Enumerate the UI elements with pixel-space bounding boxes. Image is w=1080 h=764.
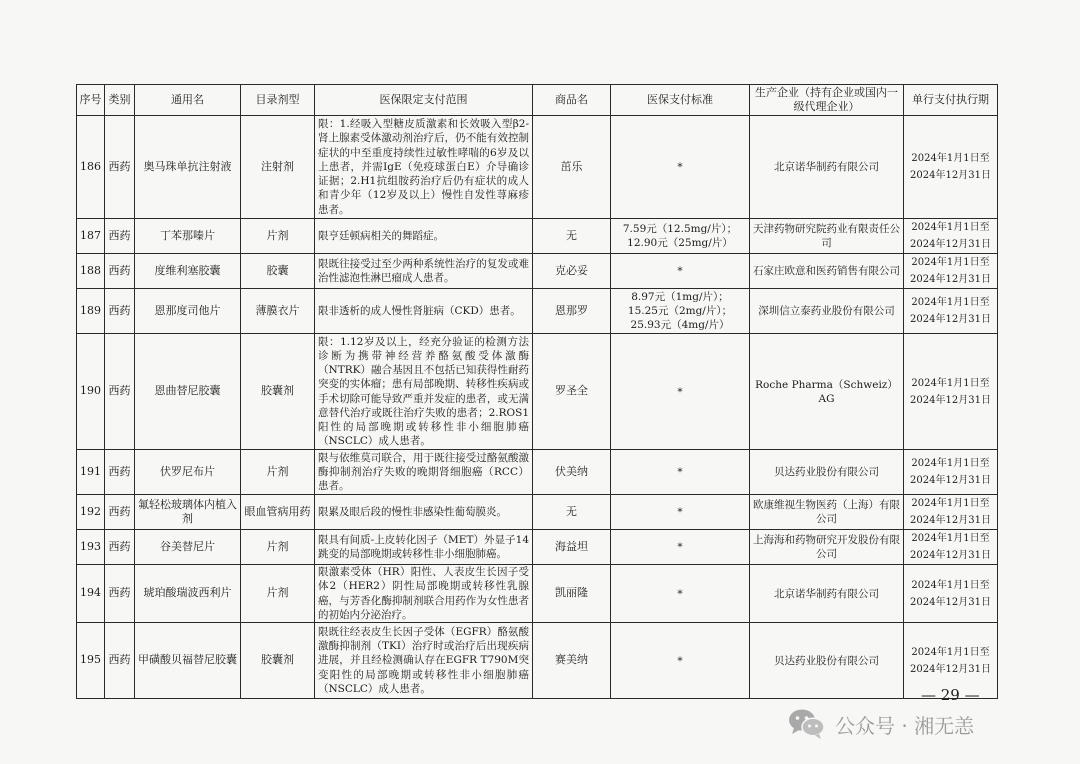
category-cell: 西药 xyxy=(105,116,135,219)
dosage-form-cell: 薄膜衣片 xyxy=(241,289,315,334)
payment-standard-line: * xyxy=(677,541,683,553)
generic-name-cell: 奥马珠单抗注射液 xyxy=(135,116,241,219)
serial-number-cell: 194 xyxy=(77,565,105,623)
generic-name-cell: 丁苯那嗪片 xyxy=(135,219,241,254)
serial-number-cell: 190 xyxy=(77,334,105,450)
category-cell: 西药 xyxy=(105,254,135,289)
manufacturer-cell: 深圳信立泰药业股份有限公司 xyxy=(750,289,904,334)
table-row xyxy=(77,495,998,530)
payment-standard-line: 15.25元（2mg/片）； xyxy=(627,305,733,317)
manufacturer-cell: 贝达药业股份有限公司 xyxy=(750,450,904,495)
execution-period-line: 2024年1月1日至 xyxy=(911,498,990,509)
category-cell: 西药 xyxy=(105,495,135,530)
manufacturer-cell: 上海海和药物研究开发股份有限公司 xyxy=(750,530,904,565)
execution-period-cell xyxy=(904,219,998,254)
dosage-form-cell: 眼血管病用药 xyxy=(241,495,315,530)
payment-standard-cell xyxy=(611,530,750,565)
manufacturer-cell: 贝达药业股份有限公司 xyxy=(750,623,904,699)
payment-standard-cell xyxy=(611,623,750,699)
dosage-form-cell: 注射剂 xyxy=(241,116,315,219)
trade-name-cell: 伏美纳 xyxy=(533,450,611,495)
category-cell: 西药 xyxy=(105,334,135,450)
trade-name-cell: 茁乐 xyxy=(533,116,611,219)
category-cell: 西药 xyxy=(105,565,135,623)
execution-period-line: 2024年1月1日至 xyxy=(911,533,990,544)
manufacturer-cell: Roche Pharma（Schweiz）AG xyxy=(750,334,904,450)
table-body xyxy=(77,116,998,699)
payment-standard-cell xyxy=(611,450,750,495)
trade-name-cell: 无 xyxy=(533,495,611,530)
serial-number-cell: 191 xyxy=(77,450,105,495)
watermark xyxy=(787,707,974,741)
dosage-form-cell: 胶囊 xyxy=(241,254,315,289)
serial-number-cell: 186 xyxy=(77,116,105,219)
execution-period-line: 2024年12月31日 xyxy=(910,663,991,675)
serial-number-cell: 193 xyxy=(77,530,105,565)
wechat-icon xyxy=(787,707,827,741)
manufacturer-cell: 北京诺华制药有限公司 xyxy=(750,116,904,219)
dosage-form-cell: 片剂 xyxy=(241,565,315,623)
table-row xyxy=(77,116,998,219)
execution-period-line: 2024年12月31日 xyxy=(910,170,991,181)
payment-standard-cell xyxy=(611,495,750,530)
manufacturer-cell: 北京诺华制药有限公司 xyxy=(750,565,904,623)
header-category: 类别 xyxy=(105,85,135,116)
manufacturer-cell: 欧康维视生物医药（上海）有限公司 xyxy=(750,495,904,530)
execution-period-cell xyxy=(904,254,998,289)
coverage-scope-cell: 限亨廷顿病相关的舞蹈症。 xyxy=(315,219,533,254)
category-cell: 西药 xyxy=(105,450,135,495)
table-row xyxy=(77,530,998,565)
trade-name-cell: 凯丽隆 xyxy=(533,565,611,623)
category-cell: 西药 xyxy=(105,623,135,699)
manufacturer-cell: 石家庄欧意和医药销售有限公司 xyxy=(750,254,904,289)
trade-name-cell: 赛美纳 xyxy=(533,623,611,699)
generic-name-cell: 恩那度司他片 xyxy=(135,289,241,334)
execution-period-cell xyxy=(904,289,998,334)
payment-standard-line: * xyxy=(677,654,683,667)
payment-standard-cell xyxy=(611,289,750,334)
payment-standard-line: * xyxy=(677,506,683,518)
execution-period-line: 2024年1月1日至 xyxy=(911,646,990,658)
payment-standard-line: 12.90元（25mg/片） xyxy=(627,237,733,249)
execution-period-line: 2024年1月1日至 xyxy=(911,153,990,164)
payment-standard-line: 7.59元（12.5mg/片）； xyxy=(622,223,738,235)
header-payment-standard: 医保支付标准 xyxy=(611,85,750,116)
generic-name-cell: 恩曲替尼胶囊 xyxy=(135,334,241,450)
execution-period-cell xyxy=(904,530,998,565)
trade-name-cell: 罗圣全 xyxy=(533,334,611,450)
coverage-scope-cell: 限既往经表皮生长因子受体（EGFR）酪氨酸激酶抑制剂（TKI）治疗时或治疗后出现疾病进展，并且经检测确认存在EGFR T790M突变阳性的局部晚期或转移性非小细胞肺癌（NSCLC）成人患者。 xyxy=(315,623,533,699)
table-row xyxy=(77,565,998,623)
trade-name-cell: 恩那罗 xyxy=(533,289,611,334)
execution-period-line: 2024年1月1日至 xyxy=(911,377,990,389)
payment-standard-line: * xyxy=(677,161,683,173)
payment-standard-cell xyxy=(611,219,750,254)
coverage-scope-cell: 限具有间质-上皮转化因子（MET）外显子14跳变的局部晚期或转移性非小细胞肺癌。 xyxy=(315,530,533,565)
table-row xyxy=(77,334,998,450)
execution-period-line: 2024年1月1日至 xyxy=(911,579,990,591)
category-cell: 西药 xyxy=(105,289,135,334)
header-manufacturer: 生产企业（持有企业或国内一级代理企业） xyxy=(750,85,904,116)
page-number: — 29 — xyxy=(921,686,980,704)
table-row xyxy=(77,623,998,699)
dosage-form-cell: 胶囊剂 xyxy=(241,334,315,450)
generic-name-cell: 琥珀酸瑞波西利片 xyxy=(135,565,241,623)
execution-period-cell xyxy=(904,334,998,450)
header-trade-name: 商品名 xyxy=(533,85,611,116)
payment-standard-cell xyxy=(611,116,750,219)
payment-standard-line: * xyxy=(677,466,683,478)
coverage-scope-cell: 限与依维莫司联合，用于既往接受过酪氨酸激酶抑制剂治疗失败的晚期肾细胞癌（RCC）患者。 xyxy=(315,450,533,495)
header-dosage-form: 目录剂型 xyxy=(241,85,315,116)
execution-period-line: 2024年12月31日 xyxy=(910,314,991,325)
coverage-scope-cell: 限既往接受过至少两种系统性治疗的复发或难治性滤泡性淋巴瘤成人患者。 xyxy=(315,254,533,289)
category-cell: 西药 xyxy=(105,219,135,254)
coverage-scope-cell: 限累及眼后段的慢性非感染性葡萄膜炎。 xyxy=(315,495,533,530)
coverage-scope-cell: 限：1.12岁及以上，经充分验证的检测方法诊断为携带神经营养酪氨酸受体激酶（NTRK）融合基因且不包括已知获得性耐药突变的实体瘤；患有局部晚期、转移性疾病或手术切除可能导致严重并发症的患者，或无满意替代治疗或既往治疗失败的患者；2.ROS1阳性的局部晚期或转移性非小细胞肺癌（NSCLC）成人患者。 xyxy=(315,334,533,450)
header-serial-number: 序号 xyxy=(77,85,105,116)
generic-name-cell: 甲磺酸贝福替尼胶囊 xyxy=(135,623,241,699)
header-execution-period: 单行支付执行期 xyxy=(904,85,998,116)
trade-name-cell: 海益坦 xyxy=(533,530,611,565)
trade-name-cell: 无 xyxy=(533,219,611,254)
serial-number-cell: 192 xyxy=(77,495,105,530)
payment-standard-cell xyxy=(611,565,750,623)
execution-period-line: 2024年12月31日 xyxy=(910,239,991,250)
execution-period-cell xyxy=(904,495,998,530)
execution-period-line: 2024年12月31日 xyxy=(910,515,991,526)
payment-standard-line: 8.97元（1mg/片）； xyxy=(631,291,729,303)
payment-standard-line: * xyxy=(677,265,683,277)
generic-name-cell: 谷美替尼片 xyxy=(135,530,241,565)
header-generic-name: 通用名 xyxy=(135,85,241,116)
dosage-form-cell: 片剂 xyxy=(241,450,315,495)
dosage-form-cell: 片剂 xyxy=(241,530,315,565)
execution-period-cell xyxy=(904,450,998,495)
execution-period-line: 2024年12月31日 xyxy=(910,394,991,406)
table-row xyxy=(77,289,998,334)
table-row xyxy=(77,219,998,254)
payment-standard-cell xyxy=(611,334,750,450)
generic-name-cell: 氟轻松玻璃体内植入剂 xyxy=(135,495,241,530)
payment-standard-line: * xyxy=(677,385,683,398)
payment-standard-cell xyxy=(611,254,750,289)
payment-standard-line: 25.93元（4mg/片） xyxy=(630,319,730,331)
execution-period-cell xyxy=(904,116,998,219)
coverage-scope-cell: 限：1.经吸入型糖皮质激素和长效吸入型β2-肾上腺素受体激动剂治疗后，仍不能有效控制症状的中至重度持续性过敏性哮喘的6岁及以上患者，并需IgE（免疫球蛋白E）介导确诊证据；2.H1抗组胺药治疗后仍有症状的成人和青少年（12岁及以上）慢性自发性荨麻疹患者。 xyxy=(315,116,533,219)
execution-period-line: 2024年1月1日至 xyxy=(911,222,990,233)
table-header-row xyxy=(77,85,998,116)
trade-name-cell: 克必妥 xyxy=(533,254,611,289)
manufacturer-cell: 天津药物研究院药业有限责任公司 xyxy=(750,219,904,254)
payment-standard-line: * xyxy=(677,587,683,600)
execution-period-line: 2024年12月31日 xyxy=(910,596,991,608)
execution-period-line: 2024年12月31日 xyxy=(910,274,991,285)
watermark-text: 公众号 · 湘无恙 xyxy=(835,713,975,738)
coverage-scope-cell: 限激素受体（HR）阳性、人表皮生长因子受体2（HER2）阴性局部晚期或转移性乳腺癌，与芳香化酶抑制剂联合用药作为女性患者的初始内分泌治疗。 xyxy=(315,565,533,623)
serial-number-cell: 187 xyxy=(77,219,105,254)
table-row xyxy=(77,254,998,289)
serial-number-cell: 188 xyxy=(77,254,105,289)
generic-name-cell: 度维利塞胶囊 xyxy=(135,254,241,289)
table-row xyxy=(77,450,998,495)
dosage-form-cell: 胶囊剂 xyxy=(241,623,315,699)
category-cell: 西药 xyxy=(105,530,135,565)
execution-period-line: 2024年1月1日至 xyxy=(911,257,990,268)
execution-period-line: 2024年12月31日 xyxy=(910,475,991,486)
serial-number-cell: 189 xyxy=(77,289,105,334)
dosage-form-cell: 片剂 xyxy=(241,219,315,254)
execution-period-cell xyxy=(904,565,998,623)
header-coverage-scope: 医保限定支付范围 xyxy=(315,85,533,116)
execution-period-line: 2024年1月1日至 xyxy=(911,297,990,308)
execution-period-line: 2024年12月31日 xyxy=(910,550,991,561)
medicine-reimbursement-table xyxy=(76,84,998,699)
serial-number-cell: 195 xyxy=(77,623,105,699)
execution-period-line: 2024年1月1日至 xyxy=(911,458,990,469)
coverage-scope-cell: 限非透析的成人慢性肾脏病（CKD）患者。 xyxy=(315,289,533,334)
generic-name-cell: 伏罗尼布片 xyxy=(135,450,241,495)
